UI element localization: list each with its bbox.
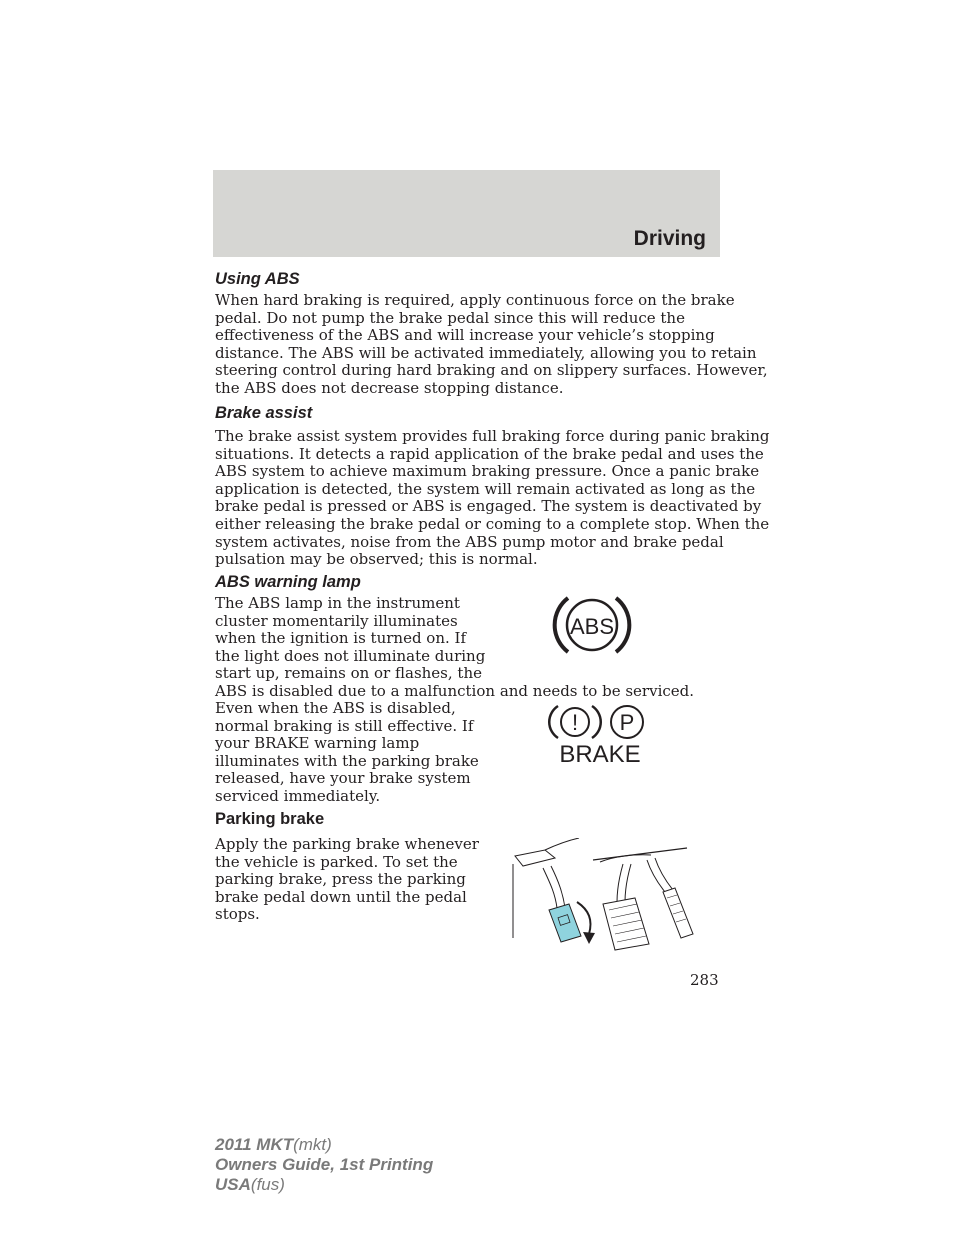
footer-edition: Owners Guide, 1st Printing — [215, 1155, 434, 1174]
footer-model-code: (mkt) — [293, 1135, 332, 1154]
abs-icon-label: ABS — [569, 614, 615, 639]
paragraph-brake-warning: Even when the ABS is disabled, normal braking is still effective. If your BRAKE warning lamp illuminates with the parking brake released, have your brake system serviced immediately. — [215, 699, 479, 805]
section-title: Driving — [633, 227, 706, 250]
brake-icon-label: BRAKE — [559, 741, 641, 766]
parking-p-glyph: P — [619, 710, 635, 735]
heading-using-abs: Using ABS — [215, 270, 300, 288]
footer-model: 2011 MKT — [215, 1135, 294, 1154]
footer-market: USA — [215, 1175, 251, 1194]
paragraph-brake-assist: The brake assist system provides full braking force during panic braking situations. It detects a rapid application of the brake pedal and uses the ABS system to achieve maximum braking pressure. Once a panic brake application is detected, the system will remain activated as long as the brake pedal is pressed or ABS is engaged. The system is deactivated by either releasing the brake pedal or coming to a complete stop. When the system activates, noise from the ABS pump motor and brake pedal pulsation may be observed; this is normal. — [215, 427, 770, 569]
heading-abs-warning-lamp: ABS warning lamp — [215, 573, 361, 591]
brake-warning-icon — [540, 700, 655, 766]
heading-brake-assist: Brake assist — [215, 404, 313, 422]
parking-brake-pedal-illustration — [505, 838, 695, 953]
print-footer — [215, 1135, 433, 1195]
abs-warning-icon — [552, 592, 632, 658]
paragraph-parking-brake: Apply the parking brake whenever the vehicle is parked. To set the parking brake, press the parking brake pedal down until the pedal stops. — [215, 835, 479, 924]
footer-market-code: (fus) — [250, 1175, 285, 1194]
header-band — [213, 170, 720, 257]
heading-parking-brake: Parking brake — [215, 810, 325, 828]
paragraph-using-abs: When hard braking is required, apply continuous force on the brake pedal. Do not pump the brake pedal since this will reduce the effectiveness of the ABS and will increase your vehicle’s stopping distance. The ABS will be activated immediately, allowing you to retain steering control during hard braking and on slippery surfaces. However, the ABS does not decrease stopping distance. — [215, 291, 768, 397]
paragraph-abs-warning-lamp: The ABS lamp in the instrument cluster momentarily illuminates when the ignition is turned on. If the light does not illuminate during start up, remains on or flashes, the ABS is disabled due to a malfunction and needs to be serviced. — [215, 594, 695, 700]
page-number: 283 — [690, 971, 719, 989]
exclamation-glyph: ! — [571, 710, 579, 735]
